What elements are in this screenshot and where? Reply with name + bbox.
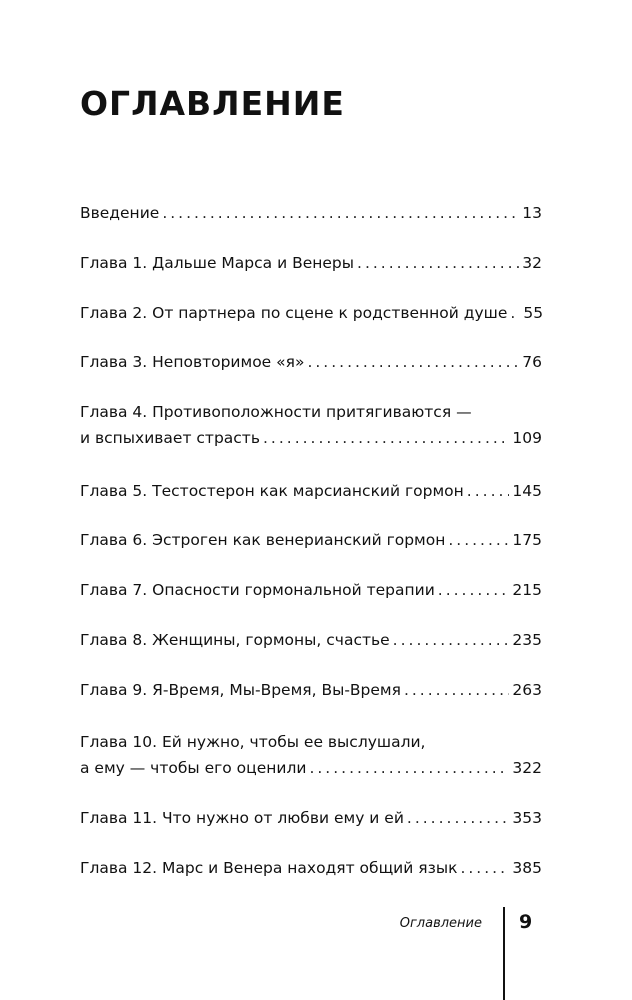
toc-entry-chapter-8[interactable] <box>80 627 542 653</box>
dot-leader <box>510 300 520 326</box>
toc-entry-page: 322 <box>512 759 542 777</box>
toc-entry-page: 76 <box>522 353 542 371</box>
dot-leader <box>467 478 510 504</box>
toc-entry-chapter-4[interactable] <box>80 399 542 451</box>
toc-entry-page: 263 <box>512 681 542 699</box>
dot-leader <box>448 527 509 553</box>
toc-entry-title: Глава 11. Что нужно от любви ему и ей <box>80 809 404 827</box>
toc-entry-page: 109 <box>512 429 542 447</box>
toc-entry-chapter-6[interactable] <box>80 527 542 553</box>
toc-entry-page: 32 <box>522 254 542 272</box>
toc-entry-chapter-10[interactable] <box>80 729 542 781</box>
dot-leader <box>307 349 519 375</box>
page-title: ОГЛАВЛЕНИЕ <box>80 84 345 123</box>
dot-leader <box>404 677 509 703</box>
toc-entry-chapter-2[interactable] <box>80 300 542 326</box>
toc-entry-page: 145 <box>512 482 542 500</box>
dot-leader <box>407 805 510 831</box>
toc-entry-title-line-1: Глава 10. Ей нужно, чтобы ее выслушали, <box>80 733 426 751</box>
toc-entry-title: Введение <box>80 204 160 222</box>
toc-entry-page: 353 <box>512 809 542 827</box>
footer-divider <box>503 907 505 1000</box>
toc-entry-chapter-7[interactable] <box>80 577 542 603</box>
toc-entry-chapter-5[interactable] <box>80 478 542 504</box>
toc-entry-title: Глава 12. Марс и Венера находят общий язык <box>80 859 458 877</box>
toc-entry-title-line-2: а ему — чтобы его оценили <box>80 759 307 777</box>
toc-entry-chapter-9[interactable] <box>80 677 542 703</box>
footer-page-number: 9 <box>519 911 533 933</box>
toc-entry-chapter-3[interactable] <box>80 349 542 375</box>
dot-leader <box>162 200 519 226</box>
toc-entry-introduction[interactable] <box>80 200 542 226</box>
toc-entry-page: 175 <box>512 531 542 549</box>
toc-entry-title: Глава 3. Неповторимое «я» <box>80 353 305 371</box>
dot-leader <box>309 755 509 781</box>
toc-entry-title: Глава 9. Я-Время, Мы-Время, Вы-Время <box>80 681 401 699</box>
toc-entry-title: Глава 2. От партнера по сцене к родственной душе <box>80 304 508 322</box>
toc-entry-chapter-1[interactable] <box>80 250 542 276</box>
toc-entry-chapter-11[interactable] <box>80 805 542 831</box>
toc-entry-title: Глава 6. Эстроген как венерианский гормон <box>80 531 446 549</box>
toc-entry-page: 13 <box>522 204 542 222</box>
toc-entry-title: Глава 8. Женщины, гормоны, счастье <box>80 631 390 649</box>
running-footer-section-label: Оглавление <box>399 916 482 931</box>
toc-entry-title: Глава 1. Дальше Марса и Венеры <box>80 254 355 272</box>
toc-entry-page: 55 <box>523 304 544 322</box>
dot-leader <box>393 627 510 653</box>
dot-leader <box>438 577 510 603</box>
toc-entry-page: 215 <box>512 581 542 599</box>
toc-entry-title: Глава 7. Опасности гормональной терапии <box>80 581 435 599</box>
toc-entry-page: 235 <box>512 631 542 649</box>
toc-entry-title-line-1: Глава 4. Противоположности притягиваются — <box>80 403 472 421</box>
toc-entry-chapter-12[interactable] <box>80 855 542 881</box>
toc-entry-title: Глава 5. Тестостерон как марсианский гормон <box>80 482 464 500</box>
dot-leader <box>357 250 519 276</box>
toc-entry-page: 385 <box>512 859 542 877</box>
dot-leader <box>263 425 509 451</box>
toc-entry-title-line-2: и вспыхивает страсть <box>80 429 260 447</box>
dot-leader <box>460 855 509 881</box>
